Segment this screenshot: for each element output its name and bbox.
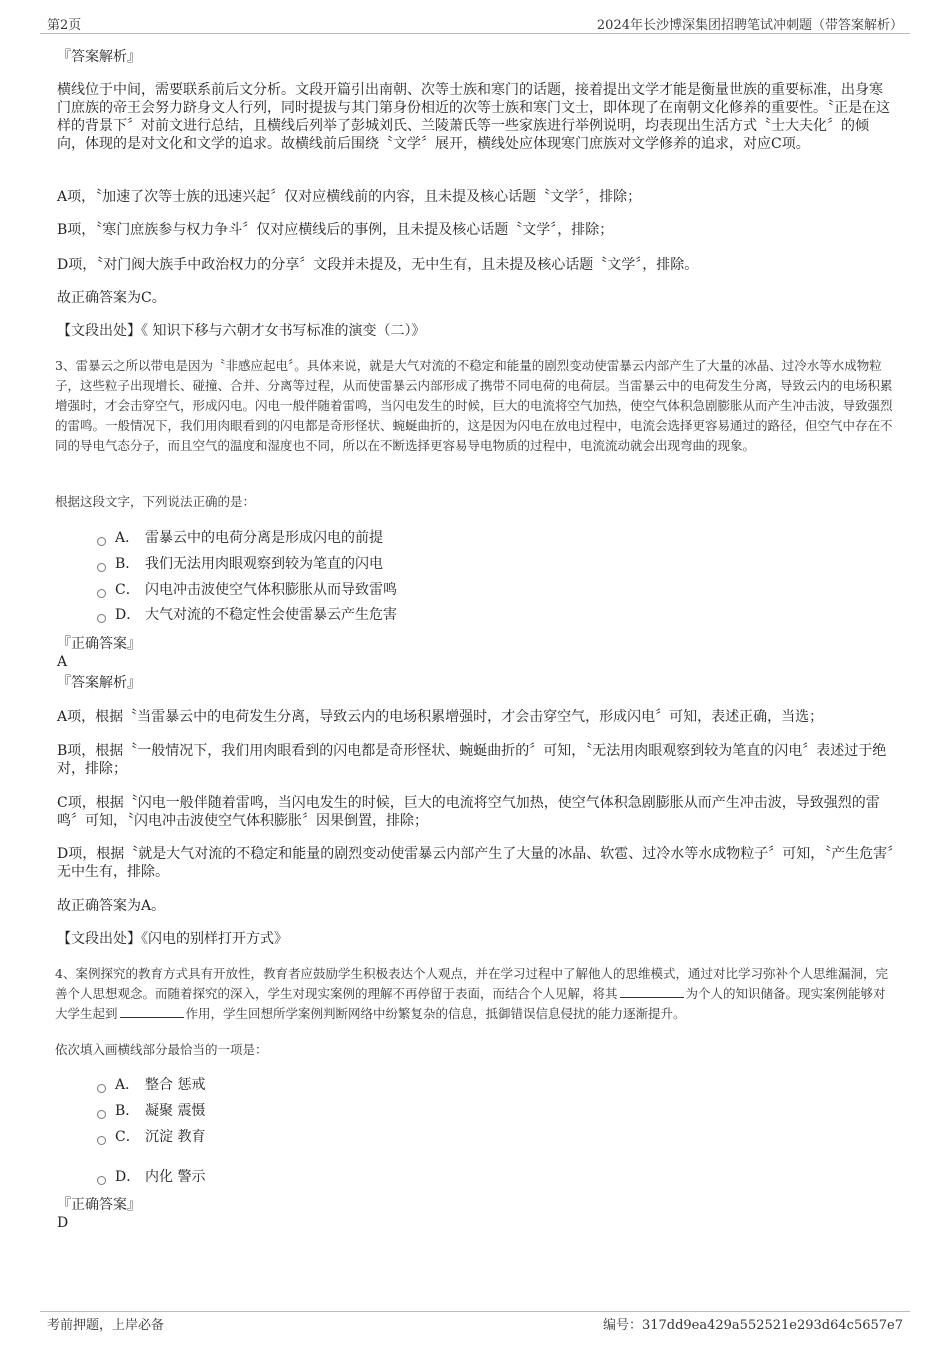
footer-divider [40, 1311, 910, 1312]
q3-option-d[interactable] [97, 606, 397, 624]
q3-source: 【文段出处】《闪电的别样打开方式》 [57, 931, 288, 947]
option-letter: B． [115, 1103, 140, 1119]
q4-option-c[interactable] [97, 1128, 205, 1146]
option-text: 凝聚 震慑 [145, 1103, 206, 1119]
q2-analysis-a: A项，〝加速了次等士族的迅速兴起〞仅对应横线前的内容，且未提及核心话题〝文学〞，排除； [57, 189, 642, 205]
q4-option-a[interactable] [97, 1076, 205, 1094]
q2-analysis-main: 横线位于中间，需要联系前后文分析。文段开篇引出南朝、次等士族和寒门的话题，接着提出文学才能是衡量世族的重要标准，出身寒门庶族的帝王会努力跻身文人行列，同时提拔与其门第身份相近的次等士族和寒门文士，即体现了在南朝文化修养的重要性。〝正是在这样的背景下〞对前文进行总结，且横线后列举了彭城刘氏、兰陵萧氏等一些家族进行举例说明，均表现出生活方式〝士大夫化〞的倾向，体现的是对文化和文学的追求。故横线前后围绕〝文学〞展开，横线处应体现寒门庶族对文学修养的追求，对应C项。 [57, 82, 890, 152]
q4-answer: D [57, 1215, 69, 1231]
radio-button[interactable] [97, 1136, 106, 1145]
option-text: 内化 警示 [145, 1169, 206, 1185]
q2-analysis-d: D项，〝对门阀大族手中政治权力的分享〞文段并未提及，无中生有，且未提及核心话题〝文学〞，排除。 [57, 257, 699, 273]
radio-button[interactable] [97, 589, 106, 598]
option-text: 沉淀 教育 [145, 1129, 206, 1145]
q4-option-b[interactable] [97, 1102, 205, 1120]
q3-option-a[interactable] [97, 529, 383, 547]
q4-stem [55, 964, 898, 1024]
option-text: 整合 惩戒 [145, 1077, 206, 1093]
option-letter: D． [115, 1169, 141, 1185]
q4-prompt: 依次填入画横线部分最恰当的一项是： [55, 1042, 268, 1057]
option-text: 闪电冲击波使空气体积膨胀从而导致雷鸣 [145, 582, 397, 598]
q3-option-b[interactable] [97, 555, 383, 573]
radio-button[interactable] [97, 563, 106, 572]
q4-stem-part3: 作用，学生回想所学案例判断网络中纷繁复杂的信息，抵御错误信息侵扰的能力逐渐提升。 [185, 1006, 686, 1021]
q4-option-d[interactable] [97, 1168, 205, 1186]
option-letter: C． [115, 582, 140, 598]
q3-conclusion: 故正确答案为A。 [57, 898, 166, 914]
q2-analysis-b: B项，〝寒门庶族参与权力争斗〞仅对应横线后的事例，且未提及核心话题〝文学〞，排除； [57, 222, 614, 238]
option-text: 大气对流的不稳定性会使雷暴云产生危害 [145, 607, 397, 623]
q3-stem: 3、雷暴云之所以带电是因为〝非感应起电〞。具体来说，就是大气对流的不稳定和能量的剧烈变动使雷暴云内部产生了大量的冰晶、过冷水等水成物粒子，这些粒子出现增长、碰撞、合并、分离等过程，从而使雷暴云内部形成了携带不同电荷的电荷层。当雷暴云中的电荷发生分离，导致云内的电场积累增强时，才会击穿空气，形成闪电。闪电一般伴随着雷鸣，当闪电发生的时候，巨大的电流将空气加热，使空气体积急剧膨胀从而产生冲击波，导致强烈的雷鸣。一般情况下，我们用肉眼看到的闪电都是奇形怪状、蜿蜒曲折的，这是因为闪电在放电过程中，电流会选择更容易通过的路径，但空气中存在不同的导电气态分子，而且空气的温度和湿度也不同，所以在不断选择更容易导电物质的过程中，电流流动就会出现弯曲的现象。 [55, 358, 893, 453]
q3-analysis-c: C项，根据〝闪电一般伴随着雷鸣，当闪电发生的时候，巨大的电流将空气加热，使空气体积急剧膨胀从而产生冲击波，导致强烈的雷鸣〞可知，〝闪电冲击波使空气体积膨胀〞因果倒置，排除； [57, 795, 880, 829]
radio-button[interactable] [97, 614, 106, 623]
q4-stem-part1: 4、案例探究的教育方式具有开放性，教育者应鼓励学生积极表达个人观点，并在学习过程中了解他人的思维模式，通过对比学习弥补个人思维漏洞，完善个人思想观念。而随着探究的深入，学生对现实案例的理解不再停留于表面，而结合个人见解，将其 [55, 966, 888, 1001]
option-letter: C． [115, 1129, 140, 1145]
footer-slogan: 考前押题，上岸必备 [47, 1318, 165, 1333]
fill-blank-1 [620, 985, 684, 998]
header-divider [40, 33, 910, 34]
option-letter: A． [115, 1077, 140, 1093]
q3-answer-label: 『正确答案』 [57, 636, 141, 652]
radio-button[interactable] [97, 537, 106, 546]
option-letter: D． [115, 607, 141, 623]
option-letter: B． [115, 556, 140, 572]
option-text: 雷暴云中的电荷分离是形成闪电的前提 [145, 530, 383, 546]
q4-answer-label: 『正确答案』 [57, 1197, 141, 1213]
q4-stem-part2: 为个人的知识储备。现实案例能够对大学生起到 [55, 986, 886, 1021]
document-serial-number: 编号：317dd9ea429a552521e293d64c5657e7 [602, 1318, 903, 1333]
q3-analysis-a: A项，根据〝当雷暴云中的电荷发生分离，导致云内的电场积累增强时，才会击穿空气，形成闪电〞可知，表述正确，当选； [57, 709, 824, 725]
option-text: 我们无法用肉眼观察到较为笔直的闪电 [145, 556, 383, 572]
q3-analysis-b: B项，根据〝一般情况下，我们用肉眼看到的闪电都是奇形怪状、蜿蜒曲折的〞可知，〝无法用肉眼观察到较为笔直的闪电〞表述过于绝对，排除； [57, 743, 887, 777]
q3-analysis-d: D项，根据〝就是大气对流的不稳定和能量的剧烈变动使雷暴云内部产生了大量的冰晶、软雹、过冷水等水成物粒子〞可知，〝产生危害〞无中生有，排除。 [57, 846, 895, 880]
q3-analysis-label: 『答案解析』 [57, 675, 141, 691]
page-number: 第2页 [47, 18, 82, 33]
q2-analysis-label: 『答案解析』 [57, 49, 141, 65]
option-letter: A． [115, 530, 140, 546]
q3-option-c[interactable] [97, 581, 397, 599]
q3-answer: A [57, 654, 68, 670]
fill-blank-2 [120, 1005, 184, 1018]
radio-button[interactable] [97, 1110, 106, 1119]
q2-source: 【文段出处】《 知识下移与六朝才女书写标准的演变（二）》 [57, 323, 426, 339]
radio-button[interactable] [97, 1176, 106, 1185]
q3-prompt: 根据这段文字，下列说法正确的是： [55, 494, 256, 509]
radio-button[interactable] [97, 1084, 106, 1093]
document-title: 2024年长沙博深集团招聘笔试冲刺题（带答案解析） [596, 18, 903, 33]
q2-conclusion: 故正确答案为C。 [57, 290, 166, 306]
